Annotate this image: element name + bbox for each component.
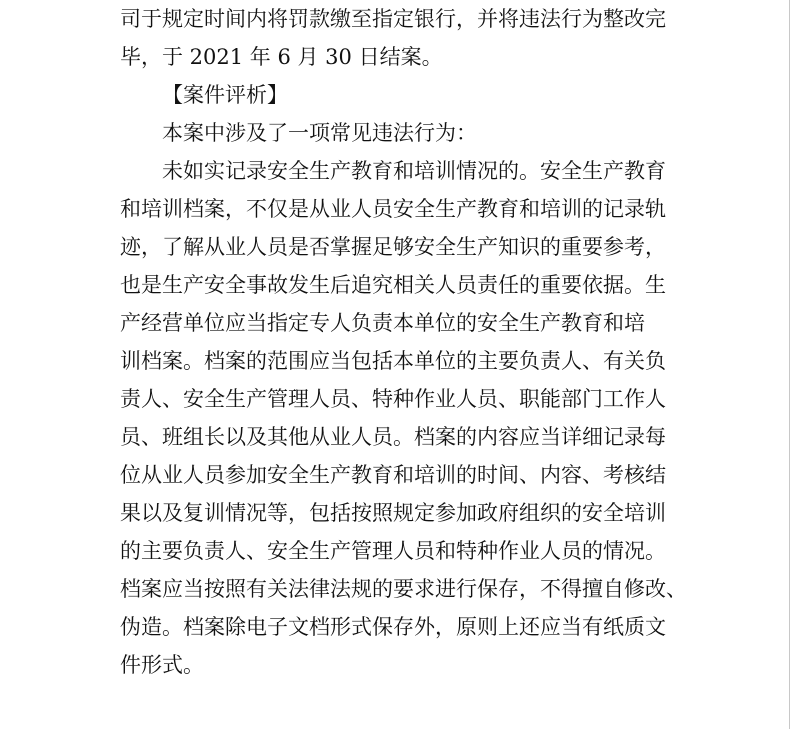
text-line-5: 未如实记录安全生产教育和培训情况的。安全生产教育 xyxy=(162,159,666,183)
text-line-6: 和培训档案，不仅是从业人员安全生产教育和培训的记录轨 xyxy=(120,197,666,221)
text-line-17: 伪造。档案除电子文档形式保存外，原则上还应当有纸质文 xyxy=(120,615,666,639)
text-line-13: 位从业人员参加安全生产教育和培训的时间、内容、考核结 xyxy=(120,463,666,487)
text-line-14: 果以及复训情况等，包括按照规定参加政府组织的安全培训 xyxy=(120,501,666,525)
section-heading: 【案件评析】 xyxy=(162,83,288,107)
text-line-12: 员、班组长以及其他从业人员。档案的内容应当详细记录每 xyxy=(120,425,666,449)
text-line-18: 件形式。 xyxy=(120,653,204,677)
text-line-4: 本案中涉及了一项常见违法行为： xyxy=(162,121,477,145)
text-line-16: 档案应当按照有关法律法规的要求进行保存，不得擅自修改、 xyxy=(120,577,687,601)
body-text xyxy=(120,0,687,684)
text-line-11: 责人、安全生产管理人员、特种作业人员、职能部门工作人 xyxy=(120,387,666,411)
text-line-7: 迹，了解从业人员是否掌握足够安全生产知识的重要参考， xyxy=(120,235,666,259)
text-line-10: 训档案。档案的范围应当包括本单位的主要负责人、有关负 xyxy=(120,349,666,373)
text-line-15: 的主要负责人、安全生产管理人员和特种作业人员的情况。 xyxy=(120,539,666,563)
text-line-2: 毕，于 2021 年 6 月 30 日结案。 xyxy=(120,45,443,69)
page-edge-divider xyxy=(789,0,790,729)
text-line-9: 产经营单位应当指定专人负责本单位的安全生产教育和培 xyxy=(120,311,645,335)
text-line-8: 也是生产安全事故发生后追究相关人员责任的重要依据。生 xyxy=(120,273,666,297)
text-line-1: 司于规定时间内将罚款缴至指定银行，并将违法行为整改完 xyxy=(120,7,666,31)
